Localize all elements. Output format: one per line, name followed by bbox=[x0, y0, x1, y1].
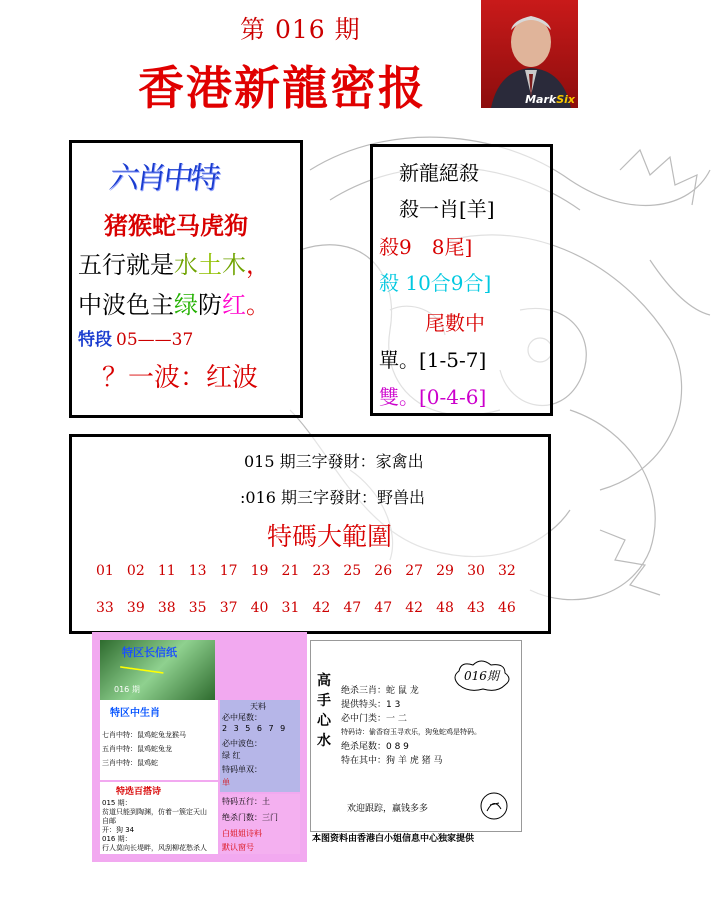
zodiac-section bbox=[100, 700, 218, 780]
marksix-logo: MarkSix bbox=[525, 93, 575, 106]
special-zone-panel bbox=[92, 632, 307, 862]
range-number: 39 bbox=[126, 600, 145, 616]
poem-line: 开：狗 34 bbox=[102, 826, 135, 834]
range-number: 31 bbox=[281, 600, 300, 616]
range-number: 40 bbox=[250, 600, 269, 616]
zodiac-line-5: 五肖中特：鼠鸡蛇兔龙 bbox=[102, 745, 172, 753]
element-earth: 土 bbox=[198, 251, 222, 279]
side-info bbox=[220, 700, 300, 792]
six-zodiac-logo: 六肖中特 bbox=[107, 161, 220, 196]
wave-green: 绿 bbox=[174, 291, 198, 319]
range-number: 23 bbox=[312, 563, 331, 579]
poem-line: 自邮 bbox=[102, 817, 116, 825]
even-tails: 雙。[0-4-6] bbox=[379, 385, 487, 409]
side-item: 必中尾数： bbox=[222, 713, 262, 722]
range-number: 25 bbox=[343, 563, 362, 579]
expert-line: 必中门类：一 二 bbox=[341, 714, 407, 724]
range-number: 01 bbox=[96, 563, 114, 579]
range-number: 38 bbox=[157, 600, 176, 616]
one-wave: ？一波：红波 bbox=[102, 363, 259, 393]
kill-he: 殺 10合9合] bbox=[379, 271, 492, 295]
welcome-text: 欢迎跟踪，赢钱多多 bbox=[347, 804, 429, 814]
period: 。 bbox=[246, 291, 270, 319]
wave-label: 中波色主 bbox=[78, 291, 174, 319]
special-segment bbox=[78, 325, 193, 350]
side-title: 天料 bbox=[250, 702, 266, 711]
kill-box bbox=[370, 144, 553, 416]
range-number: 30 bbox=[467, 563, 485, 579]
vertical-title bbox=[317, 671, 331, 751]
six-zodiacs: 猪猴蛇马虎狗 bbox=[104, 211, 248, 240]
poem-line: 016 期： bbox=[102, 835, 132, 843]
range-number: 42 bbox=[405, 600, 424, 616]
range-number: 48 bbox=[436, 600, 454, 616]
range-row-1 bbox=[96, 563, 516, 579]
range-box bbox=[69, 434, 551, 634]
range-number: 42 bbox=[312, 600, 331, 616]
zodiac-line-3: 三肖中特：鼠鸡蛇 bbox=[102, 759, 158, 767]
side-item: 单 bbox=[222, 778, 230, 787]
range-number: 29 bbox=[436, 563, 454, 579]
range-number: 47 bbox=[343, 600, 362, 616]
range-number: 32 bbox=[497, 563, 516, 579]
three-char-015: 015 期三字發財：家禽出 bbox=[244, 452, 424, 471]
odd-tails: 單。[1-5-7] bbox=[379, 348, 487, 372]
title-char: 心 bbox=[317, 713, 331, 729]
banner-sub: ━━━━━━━━ bbox=[119, 663, 164, 679]
range-number: 37 bbox=[219, 600, 238, 616]
side-info-2 bbox=[220, 794, 300, 854]
expert-line: 特码诗：偷香窃玉寻欢乐，狗兔蛇鸡是特码。 bbox=[341, 728, 481, 736]
wave-color-line bbox=[78, 285, 270, 320]
element-wood: 木 bbox=[222, 251, 246, 279]
comma: ， bbox=[246, 251, 270, 279]
kill-tail: 殺9 8尾] bbox=[379, 235, 473, 259]
side-item: 默认窗号 bbox=[222, 843, 254, 852]
page-title: 香港新龍密报 bbox=[138, 61, 426, 115]
range-number: 33 bbox=[96, 600, 114, 616]
element-water: 水 bbox=[174, 251, 198, 279]
side-item: 2 3 5 6 7 9 bbox=[222, 724, 288, 733]
zodiac-line-7: 七肖中特：鼠鸡蛇兔龙猴马 bbox=[102, 731, 186, 739]
tail-title: 尾數中 bbox=[425, 311, 485, 335]
side-item: 必中波色： bbox=[222, 739, 262, 748]
side-item: 绿 红 bbox=[222, 751, 241, 760]
side-item: 特码五行：土 bbox=[222, 797, 270, 806]
poem-title: 特选百搭诗 bbox=[116, 787, 162, 797]
side-item: 绝杀门数：三门 bbox=[222, 813, 278, 822]
kill-title: 新龍絕殺 bbox=[399, 161, 479, 185]
range-number: 17 bbox=[219, 563, 238, 579]
range-title: 特碼大範圍 bbox=[267, 522, 393, 551]
range-number: 21 bbox=[281, 563, 300, 579]
wave-red: 红 bbox=[222, 291, 246, 319]
range-number: 27 bbox=[405, 563, 424, 579]
banner-title: 特区长信纸 bbox=[122, 646, 177, 659]
poem-line: 015 期： bbox=[102, 799, 132, 807]
expert-line: 提供特头：1 3 bbox=[341, 700, 401, 710]
range-number: 11 bbox=[157, 563, 176, 579]
wave-guard: 防 bbox=[198, 291, 222, 319]
expert-line: 特在其中：狗 羊 虎 猪 马 bbox=[341, 756, 443, 766]
portrait-photo bbox=[481, 0, 578, 108]
zodiac-section-title: 特区中生肖 bbox=[110, 708, 160, 719]
issue-number: 第 016 期 bbox=[240, 15, 361, 44]
range-number: 02 bbox=[126, 563, 145, 579]
kill-zodiac: 殺一肖[羊] bbox=[399, 197, 495, 221]
range-number: 47 bbox=[374, 600, 393, 616]
poem-line: 行人莫向长堤畔，风刮柳花愁杀人 bbox=[102, 844, 207, 852]
range-row-2 bbox=[96, 600, 516, 616]
title-char: 水 bbox=[317, 733, 331, 749]
range-number: 46 bbox=[497, 600, 516, 616]
panel-issue: 016 期 bbox=[114, 685, 140, 694]
segment-value: 05——37 bbox=[116, 330, 194, 350]
six-zodiac-box bbox=[69, 140, 303, 418]
range-number: 43 bbox=[467, 600, 485, 616]
expert-panel bbox=[310, 640, 522, 832]
title-char: 手 bbox=[317, 693, 331, 709]
issue-badge: 016期 bbox=[464, 669, 499, 683]
seal-icon bbox=[479, 791, 509, 821]
side-item: 特码单双： bbox=[222, 765, 262, 774]
segment-label: 特段 bbox=[78, 330, 112, 350]
portrait-image bbox=[481, 0, 578, 108]
five-elements-label: 五行就是 bbox=[78, 251, 174, 279]
title-char: 高 bbox=[317, 673, 331, 689]
five-elements-line bbox=[78, 245, 270, 280]
side-item: 白姐姐诗料 bbox=[222, 829, 262, 838]
range-number: 19 bbox=[250, 563, 269, 579]
range-number: 13 bbox=[188, 563, 207, 579]
range-number: 26 bbox=[374, 563, 393, 579]
footer-credit: 本图资料由香港白小姐信息中心独家提供 bbox=[312, 834, 475, 844]
expert-line: 绝杀三肖：蛇 鼠 龙 bbox=[341, 686, 419, 696]
poem-line: 贫道只能到陶渊，仿着一簇定天山 bbox=[102, 808, 207, 816]
poem-section bbox=[100, 782, 218, 854]
range-number: 35 bbox=[188, 600, 207, 616]
three-char-016: :016 期三字發財：野兽出 bbox=[240, 488, 426, 507]
expert-line: 绝杀尾数：0 8 9 bbox=[341, 742, 409, 752]
